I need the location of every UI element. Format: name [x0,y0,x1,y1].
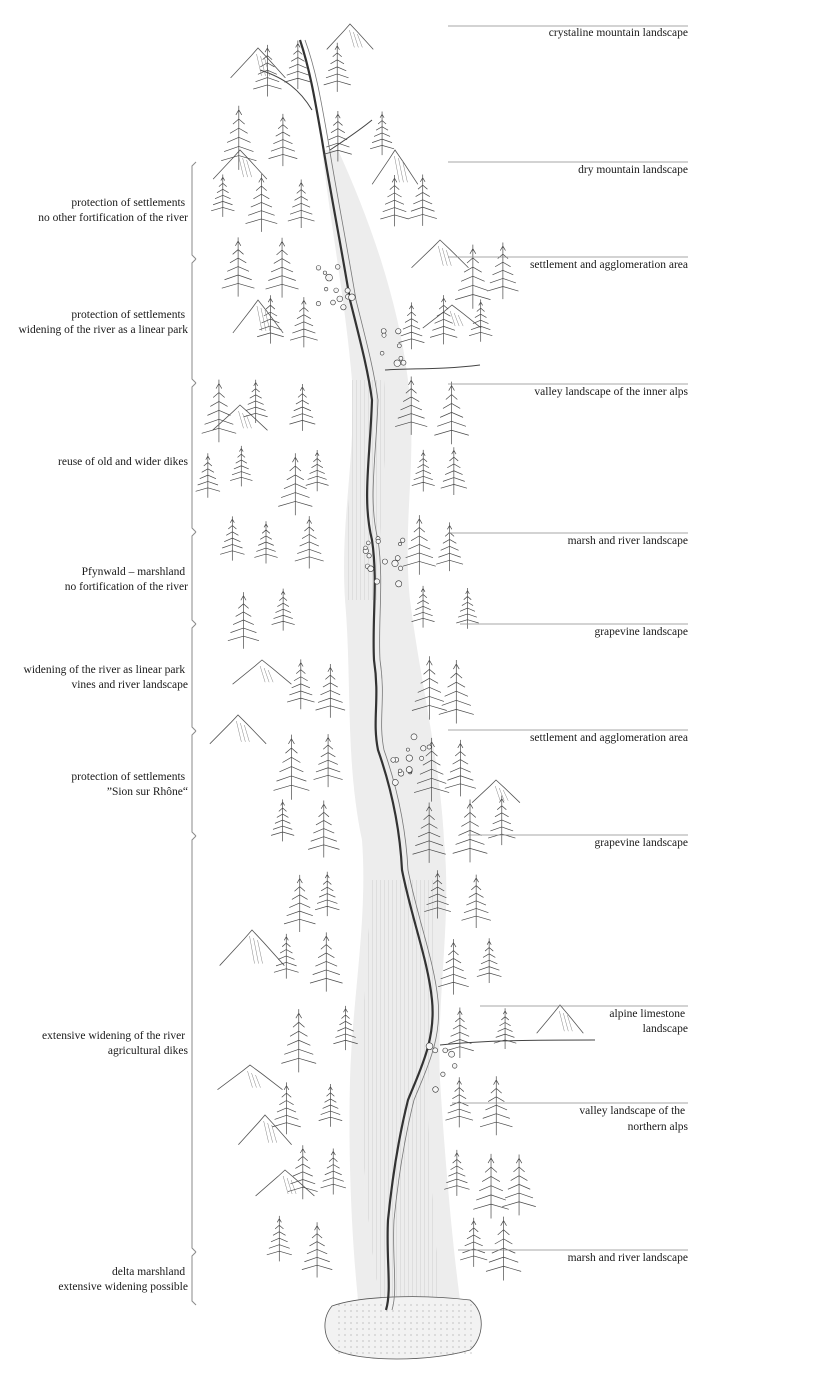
tributary [260,70,312,110]
conifer-tree-sketch [257,295,284,343]
conifer-tree-sketch [461,875,490,928]
settlement-marker [452,1064,457,1069]
mountain-sketch [412,240,469,268]
conifer-tree-sketch [222,237,255,296]
settlement-marker [337,296,343,302]
conifer-tree-sketch [446,1008,474,1058]
mountain-hatch [255,1075,260,1088]
settlement-marker [395,556,400,561]
conifer-tree-sketch [480,1076,512,1135]
conifer-tree-sketch [196,453,220,497]
settlement-marker [334,288,339,293]
settlement-marker [316,301,320,305]
settlement-marker [411,734,417,740]
settlement-marker [349,294,356,301]
settlement-marker [401,360,406,365]
right-label-2: dry mountain landscape [578,164,688,176]
conifer-tree-sketch [202,380,236,443]
left-label-8: delta marshland extensive widening possible [58,1266,188,1293]
settlement-marker [406,767,412,773]
conifer-tree-sketch [284,875,315,932]
conifer-tree-sketch [456,588,478,629]
conifer-tree-sketch [266,238,299,298]
settlement-marker [341,305,346,310]
settlement-marker [421,746,426,751]
conifer-tree-sketch [455,245,490,309]
conifer-tree-sketch [246,174,278,232]
conifer-tree-sketch [488,796,515,846]
conifer-tree-sketch [269,114,298,166]
mountain-sketch [220,930,285,966]
settlement-marker [366,541,370,545]
settlement-marker [401,538,405,542]
conifer-tree-sketch [230,446,252,487]
conifer-tree-sketch [314,734,343,787]
left-label-1: protection of settlements no other fortification of the river [38,197,188,224]
conifer-tree-sketch [321,1148,346,1194]
left-label-3: reuse of old and wider dikes [58,456,188,468]
conifer-tree-sketch [272,1082,301,1134]
conifer-tree-sketch [288,180,315,228]
conifer-tree-sketch [487,242,518,299]
conifer-tree-sketch [306,450,329,491]
delta-texture [336,1304,476,1356]
settlement-marker [345,288,350,293]
right-label-4: valley landscape of the inner alps [534,386,688,398]
settlement-marker [394,360,401,367]
mountain-hatch [258,940,263,964]
left-label-6: protection of settlements ”Sion sur Rhône“ [71,771,188,798]
settlement-marker [376,539,380,543]
mountain-sketch [327,24,374,49]
conifer-tree-sketch [380,175,408,226]
settlement-marker [406,755,412,761]
conifer-tree-sketch [370,112,394,156]
conifer-tree-sketch [254,521,277,563]
tributary [330,120,372,150]
mountain-sketch [472,780,520,803]
left-label-5: widening of the river as linear park vines and river landscape [23,664,188,691]
settlement-marker [441,1072,445,1076]
conifer-tree-sketch [290,297,318,347]
conifer-tree-sketch [460,1218,487,1267]
mountain-sketch [231,48,286,78]
settlement-marker [391,758,396,763]
conifer-tree-sketch [267,1216,292,1261]
settlement-marker [368,566,374,572]
conifer-tree-sketch [316,664,346,718]
right-label-8: grapevine landscape [594,837,688,849]
conifer-tree-sketch [473,1154,509,1219]
mountain-hatch [247,160,252,177]
mountain-hatch [272,1125,277,1143]
conifer-tree-sketch [271,799,294,841]
right-label-10: valley landscape of the northern alps [579,1105,688,1133]
settlement-marker [331,300,336,305]
mountain-hatch [247,415,252,428]
conifer-tree-sketch [412,586,435,628]
settlement-marker [396,581,402,587]
mountain-sketch [210,715,266,744]
right-label-11: marsh and river landscape [567,1252,688,1264]
conifer-tree-sketch [434,382,468,445]
mountain-hatch [567,1015,572,1031]
right-label-5: marsh and river landscape [567,535,688,547]
conifer-tree-sketch [319,1084,342,1127]
mountain-hatch [503,790,508,801]
conifer-tree-sketch [289,384,315,431]
settlement-marker [364,546,368,550]
conifer-tree-sketch [441,447,467,495]
conifer-tree-sketch [220,516,244,560]
settlement-marker [326,274,333,281]
conifer-tree-sketch [295,516,324,568]
right-label-7: settlement and agglomeration area [529,732,688,744]
conifer-tree-sketch [308,801,339,858]
settlement-marker [406,748,409,751]
settlement-marker [398,769,402,773]
settlement-marker [324,287,328,291]
settlement-marker [316,266,321,271]
conifer-tree-sketch [486,1217,521,1281]
settlement-marker [323,271,326,274]
settlement-marker [427,745,431,749]
mountain-sketch [213,405,268,430]
mountain-hatch [458,315,463,326]
settlement-marker [433,1087,439,1093]
settlement-marker [397,344,401,348]
settlement-marker [420,756,424,760]
conifer-tree-sketch [278,453,312,515]
conifer-tree-sketch [445,740,476,797]
settlement-marker [399,356,403,360]
conifer-tree-sketch [274,735,310,800]
conifer-tree-sketch [324,43,351,92]
settlement-marker [381,329,386,334]
right-label-1: crystaline mountain landscape [548,27,688,39]
settlement-marker [433,1048,438,1053]
mountain-hatch [446,250,451,266]
conifer-tree-sketch [310,932,343,991]
conifer-tree-sketch [439,660,474,724]
left-label-4: Pfynwald – marshland no fortification of the river [64,566,188,593]
settlement-marker [398,542,401,545]
mountain-sketch [213,150,267,179]
settlement-marker [449,1051,455,1057]
conifer-tree-sketch [494,1008,516,1049]
settlement-marker [426,1043,433,1050]
left-label-2: protection of settlements widening of the river as a linear park [18,309,188,336]
settlement-marker [398,566,402,570]
conifer-tree-sketch [228,592,259,649]
conifer-tree-sketch [453,799,488,862]
mountain-hatch [268,670,273,682]
conifer-tree-sketch [244,380,268,423]
mountain-sketch [537,1005,584,1033]
settlement-marker [392,779,398,785]
mountain-hatch [402,160,407,182]
conifer-tree-sketch [445,1077,473,1127]
settlement-marker [443,1048,448,1053]
right-annotations [448,26,689,1264]
conifer-tree-sketch [315,872,339,916]
conifer-tree-sketch [221,106,256,170]
conifer-tree-sketch [436,522,463,571]
right-label-9: alpine limestone landscape [609,1008,688,1035]
conifer-tree-sketch [502,1154,535,1215]
mountain-sketch [238,1115,291,1145]
mountain-sketch [217,1065,282,1090]
conifer-tree-sketch [412,450,435,492]
settlement-marker [382,333,386,337]
settlement-marker [380,351,384,355]
right-label-3: settlement and agglomeration area [529,259,688,271]
conifer-tree-sketch [274,934,299,979]
settlement-marker [396,329,401,334]
left-annotations [18,162,196,1305]
conifer-tree-sketch [399,302,425,349]
left-bracket [192,162,196,1305]
conifer-tree-sketch [288,1145,318,1199]
mountain-hatch [244,725,249,742]
settlement-marker [335,265,340,270]
conifer-tree-sketch [477,938,502,983]
conifer-tree-sketch [409,175,437,226]
conifer-tree-sketch [281,1009,316,1072]
left-label-7: extensive widening of the river agricultural dikes [42,1030,188,1057]
settlement-marker [367,554,371,558]
right-label-6: grapevine landscape [594,626,688,638]
conifer-tree-sketch [211,175,234,217]
conifer-tree-sketch [302,1222,332,1277]
conifer-tree-sketch [253,45,281,97]
leader-line [448,26,688,1250]
conifer-tree-sketch [272,589,295,631]
settlement-marker [392,560,398,566]
settlement-marker [382,559,387,564]
settlement-marker [374,579,379,584]
